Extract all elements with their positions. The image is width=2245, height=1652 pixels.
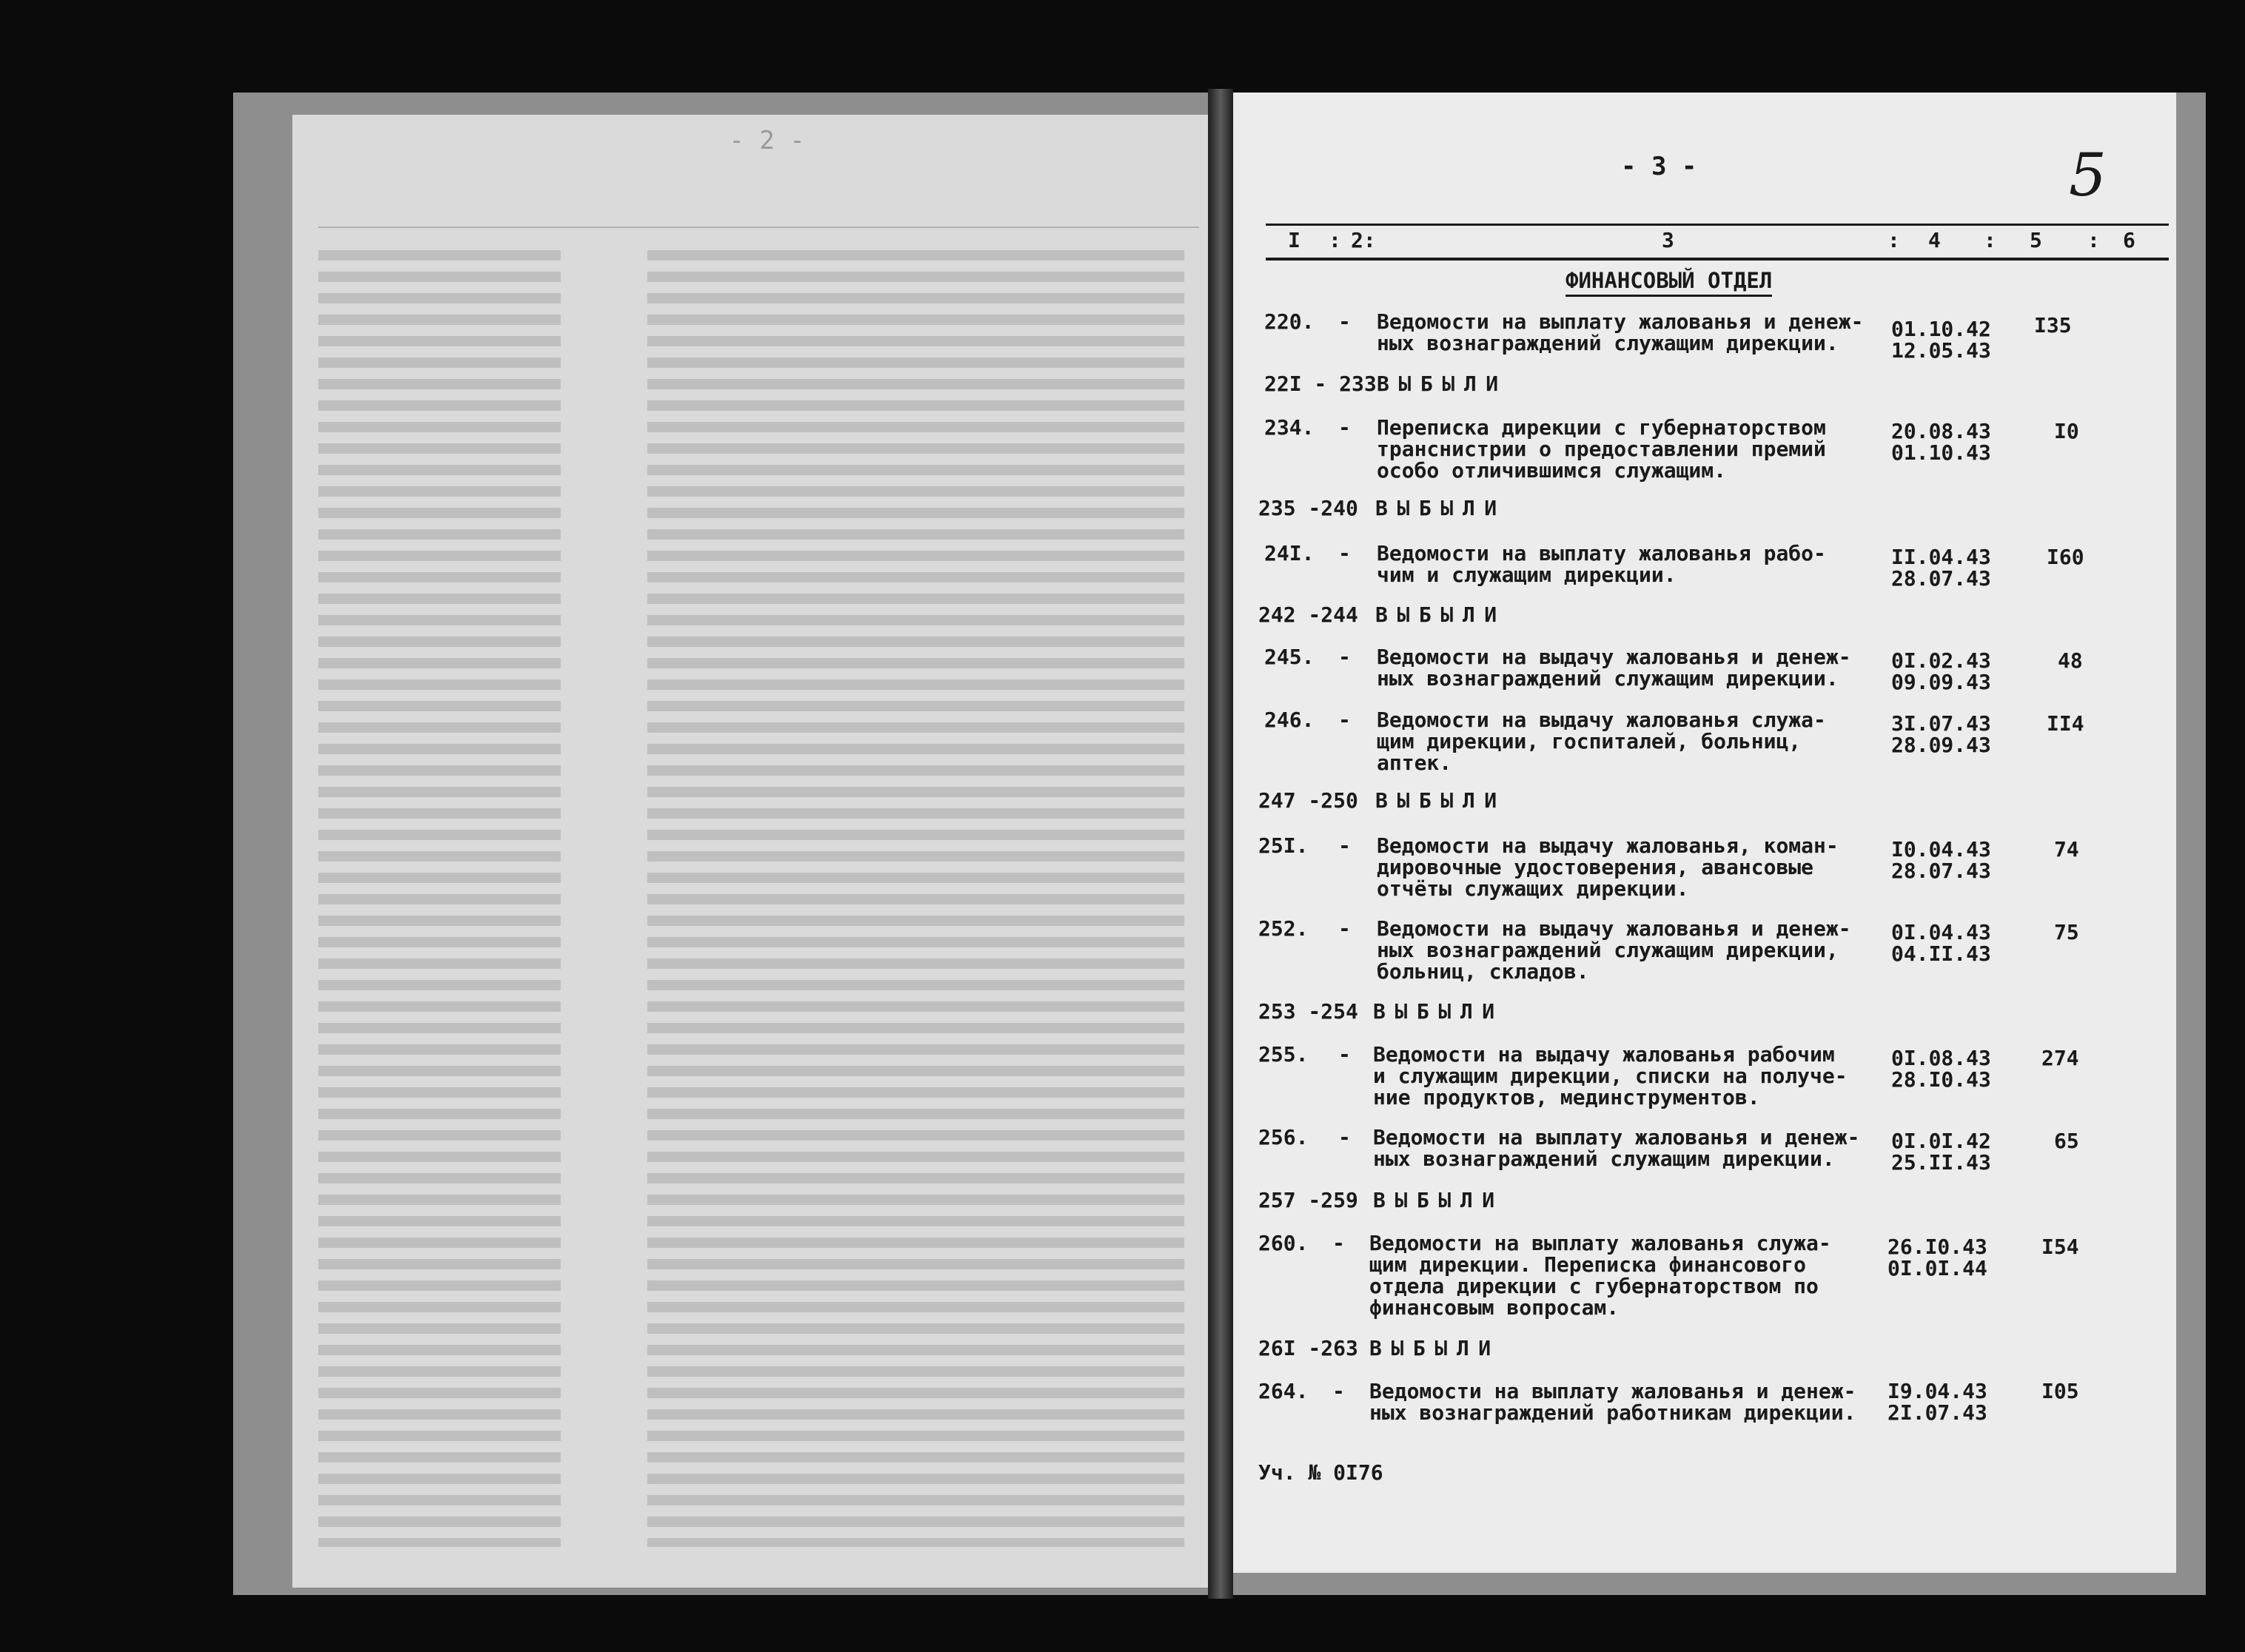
entry-dash: - — [1338, 541, 1351, 565]
entry-text-line: Ведомости на выплату жалованья служа- — [1369, 1231, 1831, 1255]
entry-sheet-count: 74 — [2054, 837, 2079, 862]
entry-text-line: Ведомости на выдачу жалованья, коман- — [1377, 833, 1839, 858]
entry-sheet-count: I05 — [2041, 1379, 2079, 1403]
entry-dash: - — [1338, 1042, 1351, 1067]
entry-sheet-count: I35 — [2034, 313, 2072, 338]
entry-text-line: и служащим дирекции, списки на получе- — [1373, 1064, 1848, 1088]
entry-text-line: больниц, складов. — [1377, 959, 1589, 984]
entry-sheet-count: 48 — [2058, 648, 2083, 673]
entry-text-line: чим и служащим дирекции. — [1377, 563, 1677, 587]
entry-sheet-count: 75 — [2054, 920, 2079, 944]
entry-sheet-count: I54 — [2041, 1235, 2079, 1259]
entry-date-end: 28.07.43 — [1891, 566, 1991, 591]
entry-number: 22I - 233 — [1264, 372, 1377, 396]
col-sep: : — [1984, 228, 1996, 252]
left-page-header-rule — [318, 226, 1199, 228]
col-3-label: 3 — [1662, 228, 1674, 252]
entry-date-start: 0I.02.43 — [1891, 648, 1991, 673]
entry-dash: - — [1338, 916, 1351, 941]
col-4-label: 4 — [1928, 228, 1941, 252]
entry-text-line: транснистрии о предоставлении премий — [1377, 437, 1826, 461]
entry-sheet-count: 65 — [2054, 1129, 2079, 1153]
entry-text-line: особо отличившимся служащим. — [1377, 458, 1727, 483]
entry-text-line: Ведомости на выдачу жалованья служа- — [1377, 708, 1826, 732]
left-page-number: - 2 - — [729, 126, 805, 155]
entry-date-end: 2I.07.43 — [1887, 1400, 1987, 1425]
entry-dash: - — [1332, 1379, 1345, 1403]
entry-date-end: 25.II.43 — [1891, 1150, 1991, 1175]
entry-text-line: щим дирекции, госпиталей, больниц, — [1377, 729, 1802, 753]
entry-sheet-count: II4 — [2047, 711, 2084, 736]
entry-text-line: аптек. — [1377, 751, 1452, 775]
entry-number: 24I. — [1264, 541, 1315, 565]
entry-number: 264. — [1258, 1379, 1309, 1403]
retired-label: ВЫБЫЛИ — [1373, 999, 1504, 1024]
entry-number: 253 -254 — [1258, 999, 1358, 1024]
entry-text-line: ных вознаграждений служащим дирекции. — [1377, 666, 1839, 691]
entry-number: 242 -244 — [1258, 602, 1358, 627]
entry-dash: - — [1338, 415, 1351, 440]
col-sep: : — [2087, 228, 2100, 252]
entry-number: 220. — [1264, 309, 1315, 334]
entry-number: 234. — [1264, 415, 1315, 440]
entry-text-line: отчёты служащих дирекции. — [1377, 876, 1689, 901]
col-2-label: 2: — [1351, 228, 1376, 252]
entry-text-line: Ведомости на выплату жалованья и денеж- — [1369, 1379, 1856, 1403]
entry-dash: - — [1338, 309, 1351, 334]
handwritten-sheet-number: 5 — [2069, 141, 2107, 209]
entry-sheet-count: I60 — [2047, 545, 2084, 569]
entry-date-end: 09.09.43 — [1891, 670, 1991, 694]
accounting-number: Уч. № 0I76 — [1258, 1460, 1383, 1485]
book-spine — [1208, 89, 1233, 1599]
header-rule-bottom — [1266, 258, 2169, 261]
section-title: ФИНАНСОВЫЙ ОТДЕЛ — [1566, 268, 1772, 297]
entry-text-line: отдела дирекции с губернаторством по — [1369, 1274, 1819, 1298]
entry-text-line: Ведомости на выдачу жалованья и денеж- — [1377, 645, 1851, 669]
entry-text-line: Ведомости на выплату жалованья рабо- — [1377, 541, 1826, 565]
entry-number: 260. — [1258, 1231, 1309, 1255]
entry-date-end: 28.I0.43 — [1891, 1067, 1991, 1092]
entry-date-end: 12.05.43 — [1891, 338, 1991, 363]
retired-label: ВЫБЫЛИ — [1375, 602, 1506, 627]
entry-date-start: II.04.43 — [1891, 545, 1991, 569]
entry-date-end: 04.II.43 — [1891, 941, 1991, 966]
entry-text-line: дировочные удостоверения, авансовые — [1377, 855, 1814, 879]
entry-date-start: 0I.08.43 — [1891, 1046, 1991, 1070]
entry-number: 245. — [1264, 645, 1315, 669]
col-sep: : — [1887, 228, 1900, 252]
entry-dash: - — [1338, 833, 1351, 858]
entry-number: 25I. — [1258, 833, 1309, 858]
entry-text-line: финансовым вопросам. — [1369, 1295, 1620, 1320]
entry-text-line: щим дирекции. Переписка финансового — [1369, 1252, 1807, 1277]
entry-text-line: Ведомости на выдачу жалованья и денеж- — [1377, 916, 1851, 941]
entry-text-line: ных вознаграждений служащим дирекции. — [1377, 331, 1839, 355]
entry-date-start: 0I.0I.42 — [1891, 1129, 1991, 1153]
entry-number: 256. — [1258, 1125, 1309, 1149]
col-1-label: I — [1288, 228, 1301, 252]
entry-number: 235 -240 — [1258, 496, 1358, 520]
entry-date-end: 28.07.43 — [1891, 859, 1991, 883]
entry-date-start: 26.I0.43 — [1887, 1235, 1987, 1259]
entry-date-end: 28.09.43 — [1891, 733, 1991, 757]
entry-date-start: I9.04.43 — [1887, 1379, 1987, 1403]
entry-text-line: ных вознаграждений работникам дирекции. — [1369, 1400, 1856, 1425]
entry-dash: - — [1338, 1125, 1351, 1149]
retired-label: ВЫБЫЛИ — [1373, 1188, 1504, 1212]
entry-date-start: 0I.04.43 — [1891, 920, 1991, 944]
entry-date-end: 01.10.43 — [1891, 440, 1991, 465]
entry-number: 252. — [1258, 916, 1309, 941]
entry-number: 255. — [1258, 1042, 1309, 1067]
entry-date-start: 3I.07.43 — [1891, 711, 1991, 736]
header-rule-top — [1266, 224, 2169, 226]
entry-sheet-count: I0 — [2054, 419, 2079, 443]
entry-dash: - — [1338, 645, 1351, 669]
col-5-label: 5 — [2030, 228, 2042, 252]
entry-number: 246. — [1264, 708, 1315, 732]
entry-text-line: ных вознаграждений служащим дирекции, — [1377, 938, 1839, 962]
entry-date-start: 20.08.43 — [1891, 419, 1991, 443]
retired-label: ВЫБЫЛИ — [1369, 1336, 1500, 1360]
entry-number: 26I -263 — [1258, 1336, 1358, 1360]
entry-text-line: Ведомости на выплату жалованья и денеж- — [1377, 309, 1864, 334]
entry-text-line: ние продуктов, мединструментов. — [1373, 1085, 1760, 1109]
col-6-label: 6 — [2123, 228, 2135, 252]
page-number: - 3 - — [1621, 152, 1697, 181]
retired-label: ВЫБЫЛИ — [1375, 788, 1506, 813]
entry-text-line: Ведомости на выдачу жалованья рабочим — [1373, 1042, 1835, 1067]
entry-dash: - — [1332, 1231, 1345, 1255]
entry-sheet-count: 274 — [2041, 1046, 2079, 1070]
entry-dash: - — [1338, 708, 1351, 732]
entry-text-line: ных вознаграждений служащим дирекции. — [1373, 1146, 1835, 1171]
entry-date-end: 0I.0I.44 — [1887, 1256, 1987, 1280]
retired-label: ВЫБЫЛИ — [1375, 496, 1506, 520]
entry-date-start: I0.04.43 — [1891, 837, 1991, 862]
entry-number: 247 -250 — [1258, 788, 1358, 813]
entry-number: 257 -259 — [1258, 1188, 1358, 1212]
col-sep: : — [1329, 228, 1341, 252]
entry-text-line: Переписка дирекции с губернаторством — [1377, 415, 1826, 440]
entry-date-start: 01.10.42 — [1891, 317, 1991, 341]
retired-label: ВЫБЫЛИ — [1377, 372, 1508, 396]
entry-text-line: Ведомости на выплату жалованья и денеж- — [1373, 1125, 1860, 1149]
